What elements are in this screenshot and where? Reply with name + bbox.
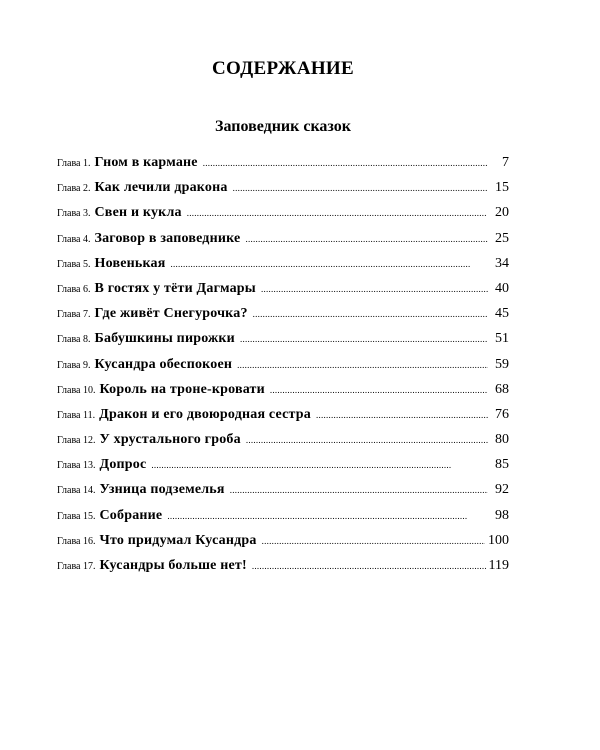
- toc-entry: [57, 352, 509, 377]
- chapter-number: Глава 3.: [57, 208, 91, 220]
- toc-entry: [57, 427, 509, 452]
- chapter-number: Глава 10.: [57, 384, 96, 396]
- chapter-title: Король на троне-кровати: [99, 381, 265, 397]
- chapter-number: Глава 1.: [57, 158, 91, 169]
- toc-entry: [57, 150, 509, 175]
- toc-entry: [57, 301, 509, 326]
- chapter-number: Глава 15.: [57, 510, 96, 522]
- toc-entry: [57, 503, 509, 528]
- chapter-title: Как лечили дракона: [94, 180, 228, 196]
- dot-leader: [230, 478, 488, 503]
- page-number: 40: [495, 280, 509, 296]
- toc-entry: [57, 276, 509, 301]
- chapter-title: Новенькая: [94, 255, 166, 271]
- page-number: 45: [495, 306, 509, 322]
- page-number: 51: [495, 331, 509, 347]
- chapter-title: Кусандра обеспокоен: [94, 356, 233, 372]
- page-number: 119: [488, 558, 509, 573]
- toc-entry: [57, 226, 509, 251]
- toc-entry: [57, 175, 509, 200]
- dot-leader: [262, 529, 485, 554]
- dot-leader: [187, 201, 488, 226]
- dot-leader: [167, 504, 488, 529]
- chapter-number: Глава 11.: [57, 409, 96, 421]
- chapter-number: Глава 12.: [57, 435, 96, 447]
- page-number: 7: [502, 155, 509, 170]
- chapter-title: Дракон и его двоюродная сестра: [99, 406, 311, 422]
- toc-entry: [57, 402, 509, 427]
- page-number: 76: [495, 406, 509, 422]
- chapter-title: Гном в кармане: [94, 155, 198, 170]
- dot-leader: [240, 327, 488, 352]
- page-number: 68: [495, 381, 509, 397]
- toc-entry: [57, 200, 509, 225]
- chapter-number: Глава 5.: [57, 258, 91, 270]
- page-number: 85: [495, 457, 509, 473]
- dot-leader: [151, 453, 488, 478]
- toc-entry: [57, 326, 509, 351]
- chapter-number: Глава 17.: [57, 561, 96, 572]
- page-number: 34: [495, 255, 509, 271]
- chapter-number: Глава 8.: [57, 334, 91, 346]
- chapter-title: Где живёт Снегурочка?: [94, 306, 248, 322]
- dot-leader: [261, 277, 488, 302]
- page-number: 20: [495, 205, 509, 221]
- chapter-title: Кусандры больше нет!: [99, 558, 247, 573]
- page-number: 59: [495, 356, 509, 372]
- dot-leader: [233, 176, 488, 201]
- chapter-title: У хрустального гроба: [99, 432, 241, 448]
- page-number: 98: [495, 507, 509, 523]
- chapter-title: Узница подземелья: [99, 482, 225, 498]
- chapter-title: Бабушкины пирожки: [94, 331, 235, 347]
- page-number: 100: [488, 532, 509, 548]
- dot-leader: [246, 428, 488, 453]
- page-title: СОДЕРЖАНИЕ: [212, 58, 354, 79]
- page-number: 15: [495, 180, 509, 196]
- chapter-title: Собрание: [99, 507, 163, 523]
- chapter-title: Что придумал Кусандра: [99, 532, 257, 548]
- page-number: 80: [495, 432, 509, 448]
- toc-entry: [57, 452, 509, 477]
- table-of-contents: [57, 150, 509, 578]
- dot-leader: [270, 378, 488, 403]
- page-number: 25: [495, 230, 509, 246]
- dot-leader: [316, 403, 488, 428]
- toc-entry: [57, 377, 509, 402]
- chapter-number: Глава 7.: [57, 309, 91, 321]
- section-title: Заповедник сказок: [215, 118, 351, 135]
- chapter-number: Глава 9.: [57, 359, 91, 371]
- dot-leader: [253, 302, 488, 327]
- chapter-title: Заговор в заповеднике: [94, 230, 241, 246]
- chapter-number: Глава 14.: [57, 485, 96, 497]
- toc-entry: [57, 251, 509, 276]
- chapter-number: Глава 13.: [57, 460, 96, 472]
- page-number: 92: [495, 482, 509, 498]
- dot-leader: [171, 252, 488, 277]
- toc-entry: [57, 528, 509, 553]
- chapter-title: Свен и кукла: [94, 205, 182, 221]
- dot-leader: [237, 353, 488, 378]
- chapter-number: Глава 2.: [57, 183, 91, 195]
- chapter-number: Глава 6.: [57, 283, 91, 295]
- chapter-number: Глава 4.: [57, 233, 91, 245]
- dot-leader: [252, 554, 486, 579]
- chapter-title: Допрос: [99, 457, 147, 473]
- chapter-number: Глава 16.: [57, 535, 96, 547]
- toc-entry: [57, 553, 509, 578]
- toc-entry: [57, 477, 509, 502]
- dot-leader: [245, 227, 488, 252]
- dot-leader: [203, 151, 488, 176]
- chapter-title: В гостях у тёти Дагмары: [94, 280, 256, 296]
